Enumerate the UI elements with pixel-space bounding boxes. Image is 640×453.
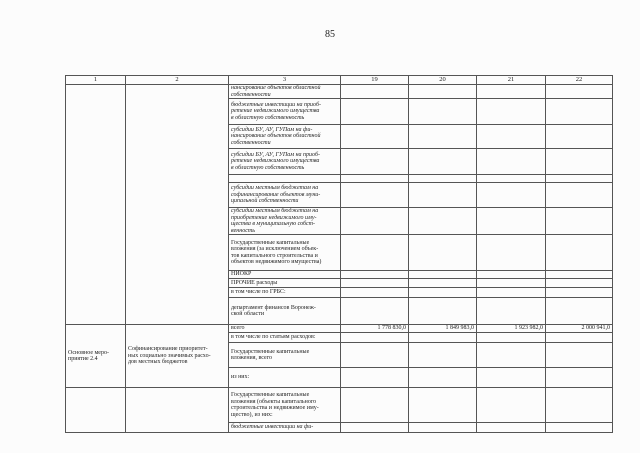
expense-label-line: собственности	[231, 91, 271, 98]
measure-number-cell	[66, 325, 126, 388]
measure-number-line: Основное меро-	[68, 349, 109, 356]
amount-cell	[409, 175, 477, 183]
amount-cell	[477, 333, 546, 343]
header-row	[66, 76, 613, 85]
expense-label-cell	[229, 333, 341, 343]
amount-cell	[341, 85, 409, 99]
expense-label-line: софинансирование объектов муни-	[231, 191, 321, 198]
amount-cell	[409, 288, 477, 298]
column-header: 2	[126, 76, 229, 85]
amount-cell	[477, 125, 546, 149]
amount-value: 2 000 941,0	[581, 325, 610, 332]
expense-label-line: вложения (объекты капитального	[231, 398, 317, 405]
amount-cell	[409, 183, 477, 208]
amount-cell	[409, 333, 477, 343]
amount-cell	[477, 175, 546, 183]
expense-label-line: в областную собственность	[231, 114, 305, 121]
expense-label-cell	[229, 368, 341, 388]
amount-cell	[477, 325, 546, 333]
amount-cell	[546, 298, 613, 325]
measure-title-line: Софинансирование приоритет-	[128, 346, 208, 353]
expense-label-cell	[229, 149, 341, 175]
amount-cell	[477, 368, 546, 388]
expense-label-line: ретение недвижимого имущества	[231, 108, 320, 115]
column-header: 1	[66, 76, 126, 85]
expense-label-cell	[229, 183, 341, 208]
expense-label-cell	[229, 125, 341, 149]
expense-label-line: из них:	[231, 374, 250, 381]
amount-cell	[341, 343, 409, 368]
amount-cell	[477, 149, 546, 175]
expense-label-line: субсидии местным бюджетам на	[231, 208, 319, 214]
expense-label-line: бюджетные инвестиции на фи-	[231, 424, 314, 431]
expense-label-line: Государственные капитальные	[231, 392, 310, 398]
amount-cell	[341, 235, 409, 271]
amount-cell	[546, 208, 613, 235]
amount-cell	[341, 368, 409, 388]
measure-title-line: ных социально значимых расхо-	[128, 352, 211, 359]
amount-cell	[409, 125, 477, 149]
expense-label-line: приобретение недвижимого иму-	[231, 214, 317, 221]
amount-cell	[477, 279, 546, 288]
expense-label-cell	[229, 279, 341, 288]
amount-cell	[477, 343, 546, 368]
amount-cell	[409, 271, 477, 279]
amount-cell	[409, 208, 477, 235]
amount-cell	[341, 149, 409, 175]
page-number: 85	[325, 29, 335, 40]
amount-cell	[546, 388, 613, 423]
amount-cell	[409, 388, 477, 423]
amount-cell	[341, 388, 409, 423]
amount-cell	[341, 325, 409, 333]
expense-label-line: ретение недвижимого имущества	[231, 158, 320, 165]
expense-label-cell	[229, 235, 341, 271]
expense-label-line: вложения (за исключением объек-	[231, 246, 319, 252]
expense-label-line: щество), из них:	[231, 411, 273, 418]
amount-cell	[546, 333, 613, 343]
amount-cell	[477, 288, 546, 298]
expense-label-line: объектов недвижимого имущества)	[231, 259, 322, 265]
amount-cell	[546, 368, 613, 388]
expense-label-line: в областную собственность	[231, 164, 305, 171]
amount-value: 1 778 830,0	[377, 325, 406, 332]
amount-cell	[341, 333, 409, 343]
amount-cell	[341, 279, 409, 288]
measure-title-cell	[126, 325, 229, 388]
expense-label-cell	[229, 175, 341, 183]
measure-title-line: дов местных бюджетов	[128, 359, 188, 366]
amount-cell	[409, 325, 477, 333]
amount-cell	[477, 183, 546, 208]
amount-cell	[341, 298, 409, 325]
amount-cell	[477, 298, 546, 325]
amount-cell	[546, 343, 613, 368]
expense-label-cell	[229, 325, 341, 333]
amount-cell	[409, 368, 477, 388]
expense-label-line: нансирование объектов областной	[231, 133, 321, 140]
expense-label-line: ской области	[231, 311, 265, 317]
amount-cell	[341, 288, 409, 298]
amount-cell	[477, 271, 546, 279]
amount-cell	[409, 99, 477, 125]
expense-label-line: Государственные капитальные	[231, 348, 310, 355]
amount-cell	[546, 125, 613, 149]
expense-label-cell	[229, 85, 341, 99]
expense-label-cell	[229, 298, 341, 325]
budget-table	[65, 75, 613, 433]
measure-number-cell	[66, 388, 126, 433]
amount-cell	[546, 288, 613, 298]
expense-label-line: вложения, всего	[231, 355, 273, 361]
amount-cell	[477, 235, 546, 271]
expense-label-line: НИОКР	[231, 271, 252, 278]
expense-label-line: ципальной собственности	[231, 198, 299, 205]
expense-label-cell	[229, 99, 341, 125]
expense-label-line: строительства и недвижимое иму-	[231, 405, 319, 411]
amount-cell	[409, 149, 477, 175]
amount-cell	[341, 99, 409, 125]
expense-label-line: субсидии местным бюджетам на	[231, 185, 319, 192]
table-row	[66, 325, 613, 333]
amount-cell	[409, 423, 477, 433]
expense-label-line: в том числе по ГРБС:	[231, 289, 286, 296]
measure-number-cell	[66, 85, 126, 325]
amount-cell	[341, 125, 409, 149]
column-header: 21	[477, 76, 546, 85]
expense-label-line: собственности	[231, 139, 271, 146]
column-header: 20	[409, 76, 477, 85]
expense-label-cell	[229, 208, 341, 235]
expense-label-line: щества в муниципальную собст-	[231, 221, 315, 227]
amount-cell	[546, 271, 613, 279]
amount-cell	[341, 175, 409, 183]
amount-cell	[546, 149, 613, 175]
expense-label-line: нансирование объектов областной	[231, 85, 321, 91]
amount-cell	[546, 325, 613, 333]
expense-label-cell	[229, 271, 341, 279]
amount-value: 1 849 983,0	[445, 325, 474, 332]
measure-title-cell	[126, 85, 229, 325]
amount-cell	[546, 175, 613, 183]
amount-cell	[546, 99, 613, 125]
expense-label-line: в том числе по статьям расходов:	[231, 334, 316, 341]
amount-cell	[546, 279, 613, 288]
expense-label-line: Государственные капитальные	[231, 239, 310, 246]
expense-label-line: субсидии БУ, АУ, ГУПам на фи-	[231, 126, 313, 133]
amount-cell	[409, 279, 477, 288]
expense-label-line: тов капитального строительства и	[231, 252, 318, 259]
expense-label-line: субсидии БУ, АУ, ГУПам на приоб-	[231, 151, 320, 158]
measure-number-line: приятие 2.4	[68, 356, 98, 362]
amount-cell	[341, 271, 409, 279]
expense-label-cell	[229, 423, 341, 433]
expense-label-cell	[229, 288, 341, 298]
expense-label-cell	[229, 343, 341, 368]
amount-cell	[546, 235, 613, 271]
amount-value: 1 923 982,0	[514, 325, 543, 332]
amount-cell	[341, 208, 409, 235]
amount-cell	[341, 183, 409, 208]
expense-label-line: департамент финансов Воронеж-	[231, 304, 316, 311]
amount-cell	[546, 183, 613, 208]
amount-cell	[546, 423, 613, 433]
amount-cell	[477, 99, 546, 125]
expense-label-line: венность	[231, 227, 255, 234]
column-header: 22	[546, 76, 613, 85]
amount-cell	[341, 423, 409, 433]
column-header: 19	[341, 76, 409, 85]
table-row	[66, 85, 613, 99]
amount-cell	[477, 85, 546, 99]
measure-title-cell	[126, 388, 229, 433]
amount-cell	[546, 85, 613, 99]
amount-cell	[477, 208, 546, 235]
amount-cell	[409, 343, 477, 368]
expense-label-line: ПРОЧИЕ расходы	[231, 279, 278, 286]
expense-label-cell	[229, 388, 341, 423]
amount-cell	[409, 85, 477, 99]
amount-cell	[477, 388, 546, 423]
column-header: 3	[229, 76, 341, 85]
expense-label-line: бюджетные инвестиции на приоб-	[231, 101, 321, 108]
table-row	[66, 388, 613, 423]
amount-cell	[409, 235, 477, 271]
expense-label-line: всего	[231, 325, 245, 332]
amount-cell	[477, 423, 546, 433]
amount-cell	[409, 298, 477, 325]
